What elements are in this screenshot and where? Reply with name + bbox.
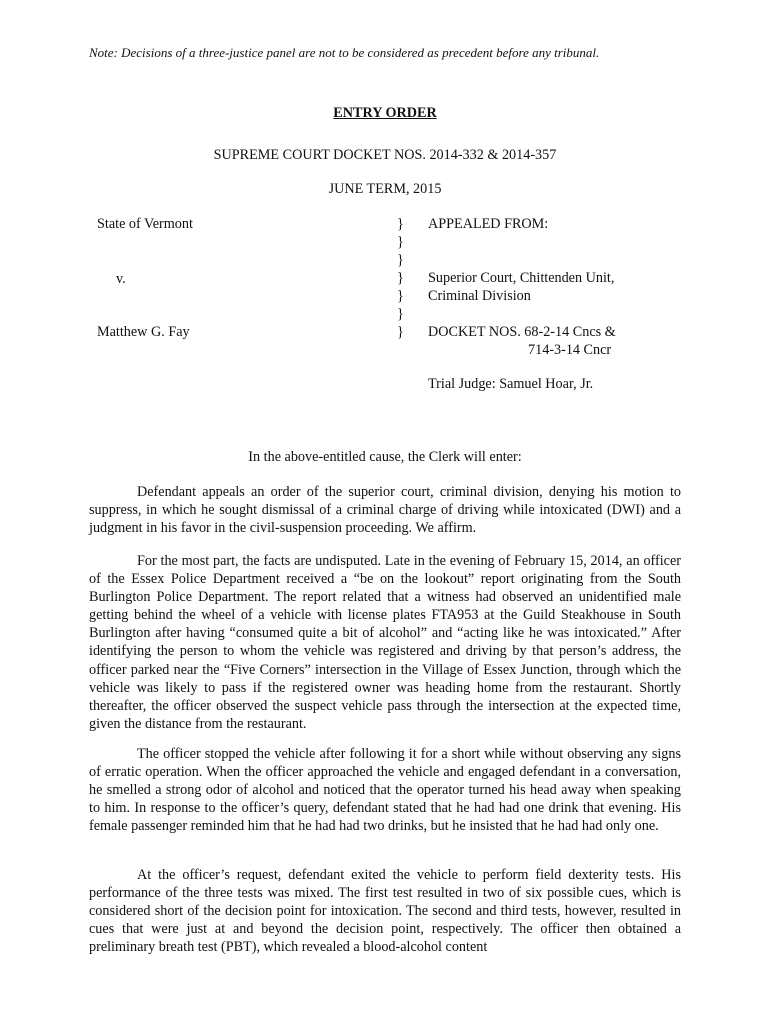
lower-docket-line2: 714-3-14 Cncr [528,342,612,358]
entry-order-title: ENTRY ORDER [333,105,437,121]
caption-brace: } [397,216,404,232]
body-paragraph [89,483,681,537]
trial-judge: Trial Judge: Samuel Hoar, Jr. [428,376,594,392]
versus-label: v. [116,271,126,287]
caption-brace: } [397,252,404,268]
paragraph-text: Defendant appeals an order of the superior court, criminal division, denying his motion to suppress, in which he sought dismissal of a criminal charge of driving while intoxicated (DWI) and a judgment in his favor in the civil-suspension proceeding. We affirm. [89,484,681,537]
paragraph-text: The officer stopped the vehicle after following it for a short while without observing any signs of erratic operation. When the officer approached the vehicle and engaged defendant in a conversation, he smelled a strong odor of alcohol and noticed that the operator turned his head away when speaking to him. In response to the officer’s query, defendant stated that he had had one drink that evening. His female passenger reminded him that he had had two drinks, but he insisted that he had had only one. [89,746,681,835]
paragraph-text: For the most part, the facts are undisputed. Late in the evening of February 15, 2014, an officer of the Essex Police Department received a “be on the lookout” report originating from the South Burlington Police Department. The report related that a witness had observed an unidentified male getting behind the wheel of a vehicle with license plates FTA953 at the Guild Steakhouse in South Burlington after having “consumed quite a bit of alcohol” and “acting like he was intoxicated.” After identifying the person to whom the vehicle was registered and driving by that person’s address, the officer parked near the “Five Corners” intersection in the Village of Essex Junction, through which the vehicle was likely to pass if the registered owner was heading home from the restaurant. Shortly thereafter, the officer observed the suspect vehicle pass through the intersection at the expected time, given the distance from the restaurant. [89,553,681,732]
precedent-note: Note: Decisions of a three-justice panel are not to be considered as precedent before any tribunal. [89,45,600,60]
paragraph-text: At the officer’s request, defendant exited the vehicle to perform field dexterity tests. His performance of the three tests was mixed. The first test resulted in two of six possible cues, which is considered short of the decision point for intoxication. The second and third tests, however, resulted in cues that were just at and beyond the decision point, respectively. The officer then obtained a preliminary breath test (PBT), which revealed a blood-alcohol content [89,867,681,956]
lower-court-line1: Superior Court, Chittenden Unit, [428,270,615,286]
caption-brace: } [397,288,404,304]
caption-brace: } [397,270,404,286]
defendant-name: Matthew G. Fay [97,324,190,340]
caption-brace: } [397,234,404,250]
clerk-intro: In the above-entitled cause, the Clerk will enter: [248,449,522,465]
appealed-from-label: APPEALED FROM: [428,216,549,232]
caption-brace: } [397,324,404,340]
body-paragraph [89,552,681,733]
supreme-court-docket-line: SUPREME COURT DOCKET NOS. 2014-332 & 2014-357 [213,147,557,163]
caption-brace: } [397,306,404,322]
lower-court-line2: Criminal Division [428,288,531,304]
body-paragraph [89,866,681,956]
court-term: JUNE TERM, 2015 [328,181,442,197]
plaintiff-name: State of Vermont [97,216,193,232]
lower-docket-line1: DOCKET NOS. 68-2-14 Cncs & [428,324,616,340]
body-paragraph [89,745,681,835]
